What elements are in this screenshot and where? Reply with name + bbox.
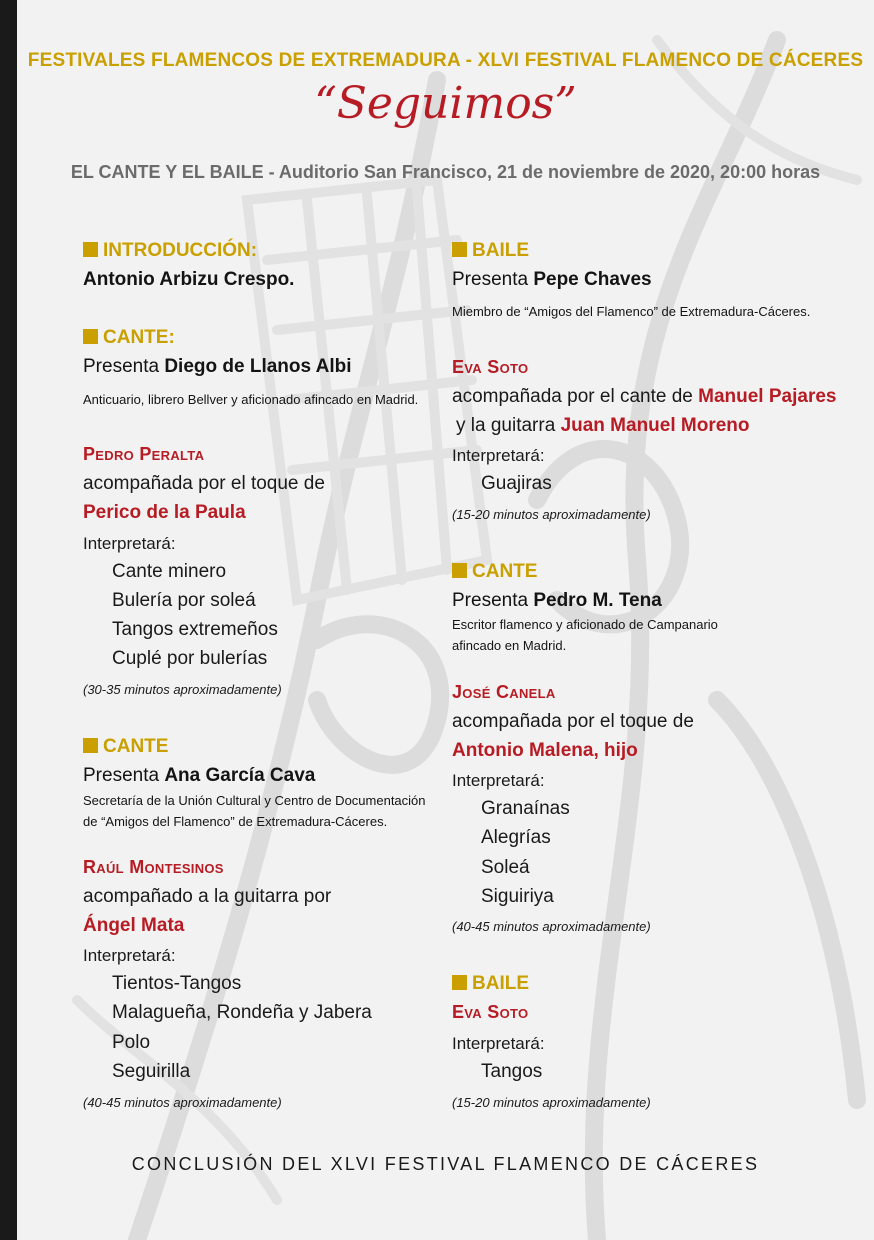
piece-item: Tangos: [481, 1061, 543, 1082]
left-dark-strip: [0, 0, 17, 1240]
accompaniment-label: y la guitarra: [456, 415, 556, 436]
duration-note: (30-35 minutos aproximadamente): [83, 682, 282, 697]
section-heading-introduccion: [83, 240, 257, 262]
event-details: EL CANTE Y EL BAILE - Auditorio San Francisco, 21 de noviembre de 2020, 20:00 horas: [70, 162, 821, 182]
section-heading-cante-1: [83, 327, 175, 349]
accompaniment-text: acompañada por el toque de: [83, 473, 325, 494]
artist-name: Eva Soto: [452, 1002, 529, 1022]
interpretara-label: Interpretará:: [452, 1034, 545, 1053]
section-heading-baile-2: [452, 973, 529, 995]
presenter-description: Escritor flamenco y aficionado de Campanario: [452, 617, 718, 632]
accompanist-name: Manuel Pajares: [698, 386, 837, 407]
interpretara-label: Interpretará:: [452, 446, 545, 465]
presenter-line: [83, 356, 352, 378]
presenter-description: Miembro de “Amigos del Flamenco” de Extremadura-Cáceres.: [452, 304, 811, 319]
artist-name: Eva Soto: [452, 357, 529, 377]
artist-name: Pedro Peralta: [83, 444, 205, 464]
artist-name: José Canela: [452, 682, 556, 702]
conclusion-footer: CONCLUSIÓN DEL XLVI FESTIVAL FLAMENCO DE CÁCERES: [131, 1154, 760, 1174]
section-heading-label: BAILE: [472, 973, 529, 994]
presenta-label: Presenta: [83, 765, 160, 786]
section-heading-label: INTRODUCCIÓN:: [103, 240, 258, 261]
square-bullet-icon: [452, 242, 467, 257]
presenter-name: Ana García Cava: [164, 765, 316, 786]
presenter-description: de “Amigos del Flamenco” de Extremadura-Cáceres.: [83, 814, 388, 829]
presenta-label: Presenta: [452, 269, 529, 290]
piece-item: Cante minero: [112, 561, 227, 582]
square-bullet-icon: [83, 329, 98, 344]
section-heading-cante-3: [452, 561, 537, 583]
section-heading-label: CANTE: [103, 736, 169, 757]
presenter-name: Pedro M. Tena: [533, 590, 662, 611]
section-heading-baile-1: [452, 240, 529, 262]
presenter-name: Diego de Llanos Albi: [164, 356, 352, 377]
section-heading-cante-2: [83, 736, 168, 758]
duration-note: (15-20 minutos aproximadamente): [452, 507, 651, 522]
accompanist-name: Juan Manuel Moreno: [560, 415, 750, 436]
piece-item: Guajiras: [481, 473, 552, 494]
piece-item: Bulería por soleá: [112, 590, 256, 611]
section-heading-label: CANTE: [472, 561, 538, 582]
square-bullet-icon: [452, 975, 467, 990]
festival-title: FESTIVALES FLAMENCOS DE EXTREMADURA - XLVI FESTIVAL FLAMENCO DE CÁCERES: [27, 50, 864, 71]
presenta-label: Presenta: [83, 356, 160, 377]
presenter-description: afincado en Madrid.: [452, 638, 567, 653]
piece-item: Polo: [112, 1032, 151, 1053]
accompaniment-text: acompañado a la guitarra por: [83, 886, 332, 907]
section-heading-label: BAILE: [472, 240, 529, 261]
presenter-description: Anticuario, librero Bellver y aficionado afincado en Madrid.: [83, 392, 419, 407]
presenta-label: Presenta: [452, 590, 529, 611]
section-heading-label: CANTE:: [103, 327, 175, 348]
presenter-name: Pepe Chaves: [533, 269, 652, 290]
artist-name: Raúl Montesinos: [83, 857, 224, 877]
interpretara-label: Interpretará:: [83, 946, 176, 965]
accompanist-name: Ángel Mata: [83, 915, 185, 936]
duration-note: (40-45 minutos aproximadamente): [83, 1095, 282, 1110]
piece-item: Soleá: [481, 857, 530, 878]
piece-item: Tientos-Tangos: [112, 973, 242, 994]
piece-item: Cuplé por bulerías: [112, 648, 268, 669]
square-bullet-icon: [452, 563, 467, 578]
duration-note: (15-20 minutos aproximadamente): [452, 1095, 651, 1110]
presenter-line: [452, 269, 652, 291]
interpretara-label: Interpretará:: [83, 534, 176, 553]
square-bullet-icon: [83, 242, 98, 257]
accompaniment-text: acompañada por el toque de: [452, 711, 694, 732]
piece-item: Tangos extremeños: [112, 619, 278, 640]
presenter-line: [452, 590, 662, 612]
intro-name: Antonio Arbizu Crespo.: [83, 269, 295, 290]
accompaniment-text: [456, 415, 750, 437]
piece-item: Siguiriya: [481, 886, 554, 907]
piece-item: Granaínas: [481, 798, 570, 819]
presenter-description: Secretaría de la Unión Cultural y Centro de Documentación: [83, 793, 426, 808]
accompaniment-text: [452, 386, 836, 408]
piece-item: Alegrías: [481, 827, 551, 848]
duration-note: (40-45 minutos aproximadamente): [452, 919, 651, 934]
accompaniment-label: acompañada por el cante de: [452, 386, 693, 407]
piece-item: Malagueña, Rondeña y Jabera: [112, 1002, 372, 1023]
accompanist-name: Perico de la Paula: [83, 502, 246, 523]
accompanist-name: Antonio Malena, hijo: [452, 740, 638, 761]
festival-subtitle: “Seguimos”: [314, 78, 577, 129]
presenter-line: [83, 765, 315, 787]
piece-item: Seguirilla: [112, 1061, 191, 1082]
interpretara-label: Interpretará:: [452, 771, 545, 790]
square-bullet-icon: [83, 738, 98, 753]
